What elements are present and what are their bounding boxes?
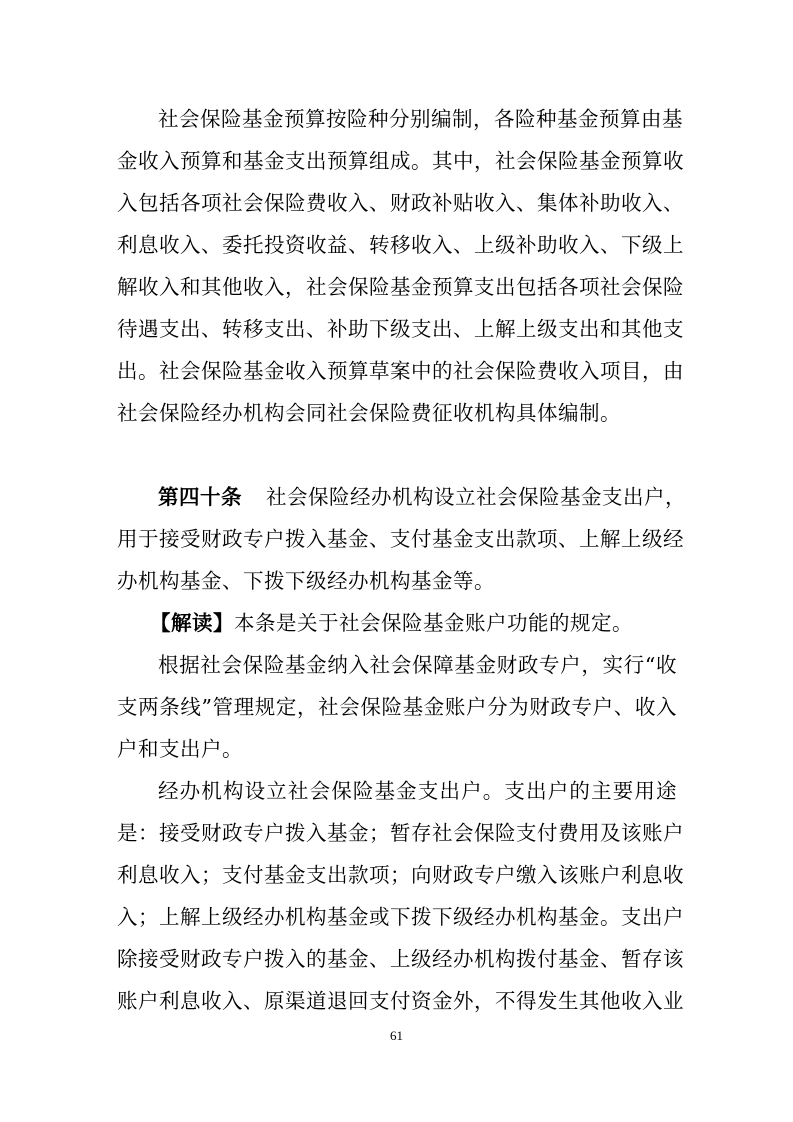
paragraph-line: 入包括各项社会保险费收入、财政补贴收入、集体补助收入、: [117, 191, 684, 215]
paragraph-line: 出。社会保险基金收入预算草案中的社会保险费收入项目，由: [117, 359, 684, 383]
paragraph-line: 利息收入、委托投资收益、转移收入、上级补助收入、下级上: [117, 233, 684, 257]
paragraph-line: 解收入和其他收入，社会保险基金预算支出包括各项社会保险: [117, 275, 684, 299]
paragraph-line: 户和支出户。: [117, 737, 243, 761]
paragraph-line: 待遇支出、转移支出、补助下级支出、上解上级支出和其他支: [117, 317, 684, 341]
article-heading: 第四十条: [158, 485, 242, 509]
page-number: 61: [390, 1028, 403, 1043]
paragraph-line: 社会保险经办机构会同社会保险费征收机构具体编制。: [117, 401, 621, 425]
paragraph-line: 金收入预算和基金支出预算组成。其中，社会保险基金预算收: [117, 149, 684, 173]
interpretation-text: 本条是关于社会保险基金账户功能的规定。: [234, 611, 633, 635]
article-40-first-line: [158, 484, 686, 510]
paragraph-line: 是：接受财政专户拨入基金；暂存社会保险支付费用及该账户: [117, 821, 684, 845]
article-line: 用于接受财政专户拨入基金、支付基金支出款项、上解上级经: [117, 527, 684, 551]
article-line: 办机构基金、下拨下级经办机构基金等。: [117, 569, 495, 593]
article-text: 社会保险经办机构设立社会保险基金支出户，: [266, 485, 686, 509]
paragraph-line: 社会保险基金预算按险种分别编制，各险种基金预算由基: [158, 107, 683, 131]
paragraph-line: 支两条线”管理规定，社会保险基金账户分为财政专户、收入: [117, 695, 677, 719]
paragraph-line: 利息收入；支付基金支出款项；向财政专户缴入该账户利息收: [117, 863, 684, 887]
paragraph-line: 根据社会保险基金纳入社会保障基金财政专户，实行“收: [158, 653, 677, 677]
paragraph-line: 除接受财政专户拨入的基金、上级经办机构拨付基金、暂存该: [117, 947, 684, 971]
paragraph-line: 经办机构设立社会保险基金支出户。支出户的主要用途: [158, 779, 677, 803]
paragraph-line: 入；上解上级经办机构基金或下拨下级经办机构基金。支出户: [117, 905, 684, 929]
interpretation-line: [150, 610, 710, 636]
paragraph-line: 账户利息收入、原渠道退回支付资金外，不得发生其他收入业: [117, 989, 684, 1013]
interpretation-label: 【解读】: [150, 611, 234, 635]
